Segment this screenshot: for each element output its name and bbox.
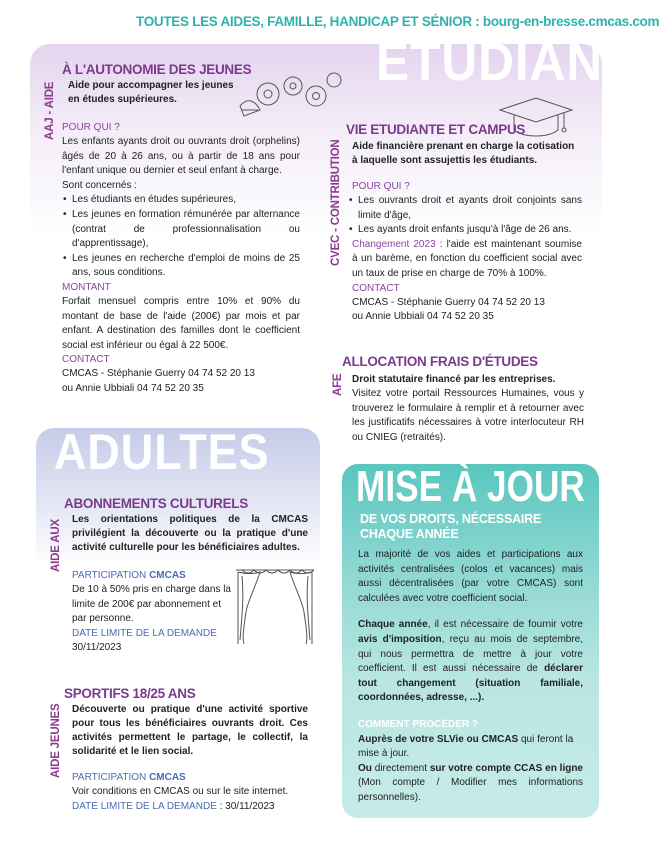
cvec-change-text: : l'aide est maintenant soumise à un barème, en fonction du coefficient social avec un taux de prise en charge de 70% à 100%. (352, 238, 582, 279)
culture-participation-org: CMCAS (149, 570, 186, 581)
afe-intro: Droit statutaire financé par les entreprises. (352, 374, 556, 385)
theatre-curtain-icon (234, 566, 316, 648)
aaj-pour-qui-label: POUR QUI ? (62, 122, 120, 133)
culture-deadline-label: DATE LIMITE DE LA DEMANDE (72, 627, 217, 639)
culture-participation-word: PARTICIPATION (72, 570, 147, 581)
mise-a-jour-subtitle-1: DE VOS DROITS, NÉCESSAIRE (360, 512, 542, 526)
sport-deadline-label: DATE LIMITE DE LA DEMANDE (72, 800, 217, 812)
aaj-intro: Aide pour accompagner les jeunes en études supérieures. (68, 80, 234, 105)
list-item: • Les jeunes en formation rémunérée par alternance (contrat de professionnalisation ou d'apprentissage), (62, 208, 300, 252)
p2-d: , reçu au mois de septembre, qui nous permettra de mettre à jour votre coefficient. Il est aussi nécessaire de (358, 633, 583, 675)
p2-b: , il est nécessaire de fournir votre (427, 619, 583, 631)
aaj-pour-qui-text: Les enfants ayants droit ou ouvrants droit (orphelins) âgés de 20 à 26 ans, ou à partir de 18 ans pour l'enfant unique ou dernier et seul enfant à charge. (62, 136, 300, 177)
sport-deadline: : 30/11/2023 (216, 800, 275, 812)
how-a: Auprès de votre SLVie ou CMCAS (358, 733, 519, 745)
culture-title: ABONNEMENTS CULTURELS (64, 496, 248, 511)
how-c: Ou (358, 762, 372, 774)
how-f: (Mon compte / Modifier mes informations personnelles). (358, 777, 583, 803)
page-header (136, 14, 659, 29)
sport-deadline-row (72, 800, 308, 815)
p2-a: Chaque année (358, 619, 428, 631)
mise-a-jour-banner: MISE À JOUR (356, 462, 585, 511)
cvec-section (346, 122, 582, 325)
cvec-contact-label: CONTACT (352, 282, 400, 294)
how-label: COMMENT PROCÉDER ? (358, 718, 478, 730)
cvec-side-label: CVEC - CONTRIBUTION (330, 139, 342, 266)
p2-c: avis d'imposition (358, 633, 442, 645)
cvec-bullets (348, 194, 582, 238)
culture-side-label: AIDE AUX (50, 519, 62, 572)
aaj-contact-line2: ou Annie Ubbiali 04 74 52 20 35 (62, 382, 204, 394)
culture-participation-text: De 10 à 50% pris en charge dans la limite de 200€ par abonnement et par personne. (72, 584, 231, 625)
list-item: • Les jeunes en recherche d'emploi de moins de 25 ans, sous conditions. (62, 252, 300, 281)
sport-title: SPORTIFS 18/25 ANS (64, 686, 196, 701)
list-item: • Les ayants droit enfants jusqu'à l'âge de 26 ans. (348, 223, 582, 238)
aaj-montant-text: Forfait mensuel compris entre 10% et 90% du montant de base de l'aide (200€) par mois et par enfant. A destination des familles dont le coefficient social est inférieur ou égal à 22 500€. (62, 295, 300, 351)
how-line-2 (358, 762, 583, 806)
cvec-pour-qui-label: POUR QUI ? (352, 181, 410, 192)
mise-a-jour-p2 (358, 618, 583, 706)
adultes-banner: ADULTES (54, 424, 270, 480)
cvec-title: VIE ETUDIANTE ET CAMPUS (346, 122, 526, 137)
how-e: sur votre compte CCAS en ligne (429, 762, 583, 774)
mise-a-jour-body (358, 548, 583, 806)
p2-e: déclarer tout changement (situation familiale, coordonnées, adresse, ...). (358, 663, 583, 704)
sport-intro: Découverte ou pratique d'une activité sportive pour tous les bénéficiaires ouvrants droit. Ces activités permettent le partage, le collectif, la solidarité et le lien social. (72, 704, 308, 757)
mise-a-jour-p1: La majorité de vos aides et participations aux activités centralisées (colos et vacances) mais aussi décentralisées (par votre CMCAS) sont calculées avec votre coefficient social. (358, 549, 583, 604)
how-b: qui feront la mise à jour. (358, 733, 574, 760)
aaj-section (62, 62, 300, 397)
list-item: • Les étudiants en études supérieures, (62, 193, 300, 208)
afe-side-label: AFE (332, 373, 344, 396)
etudiants-banner: ETUDIANTS (376, 32, 669, 92)
how-line-1 (358, 733, 583, 762)
culture-deadline: 30/11/2023 (72, 641, 122, 653)
sport-participation-org: CMCAS (149, 772, 186, 783)
sport-participation-word: PARTICIPATION (72, 772, 147, 783)
cvec-contact-line2: ou Annie Ubbiali 04 74 52 20 35 (352, 311, 494, 323)
list-item: • Les ouvrants droit et ayants droit conjoints sans limite d'âge, (348, 194, 582, 223)
aaj-title: À L'AUTONOMIE DES JEUNES (62, 62, 252, 77)
sport-participation-label (72, 771, 308, 785)
aaj-contact-line1: CMCAS - Stéphanie Guerry 04 74 52 20 13 (62, 368, 255, 380)
aaj-montant-label: MONTANT (62, 281, 111, 293)
cvec-contact-line1: CMCAS - Stéphanie Guerry 04 74 52 20 13 (352, 296, 545, 308)
cvec-change-label: Changement 2023 (352, 238, 436, 250)
cvec-change (352, 238, 582, 282)
afe-section (342, 354, 584, 445)
cvec-intro: Aide financière prenant en charge la cotisation à laquelle sont assujettis les étudiants. (352, 141, 575, 166)
mise-a-jour-subtitle-2: CHAQUE ANNÉE (360, 526, 459, 541)
header-prefix: TOUTES LES AIDES, FAMILLE, HANDICAP ET SÉNIOR : (136, 14, 480, 29)
afe-text: Visitez votre portail Ressources Humaines, vous y trouverez le formulaire à remplir et à retourner avec les justificatifs nécessaires à votre interlocuteur RH ou CNIEG (retraités). (352, 388, 584, 443)
how-d: directement (371, 762, 430, 774)
aaj-concernes: Sont concernés : (62, 179, 138, 191)
sport-section (64, 686, 308, 814)
sport-participation-text: Voir conditions en CMCAS ou sur le site internet. (72, 786, 289, 797)
mise-a-jour-subtitle (360, 512, 541, 541)
header-site-link[interactable]: bourg-en-bresse.cmcas.com (482, 14, 660, 29)
aaj-bullets (62, 193, 300, 281)
culture-intro: Les orientations politiques de la CMCAS privilégient la découverte ou la pratique d'une activité culturelle pour les bénéficiaires adultes. (72, 514, 308, 553)
aaj-contact-label: CONTACT (62, 354, 110, 366)
afe-title: ALLOCATION FRAIS D'ÉTUDES (342, 354, 538, 369)
aaj-side-label: AAJ - AIDE (44, 81, 56, 140)
sport-side-label: AIDE JEUNES (50, 703, 62, 778)
